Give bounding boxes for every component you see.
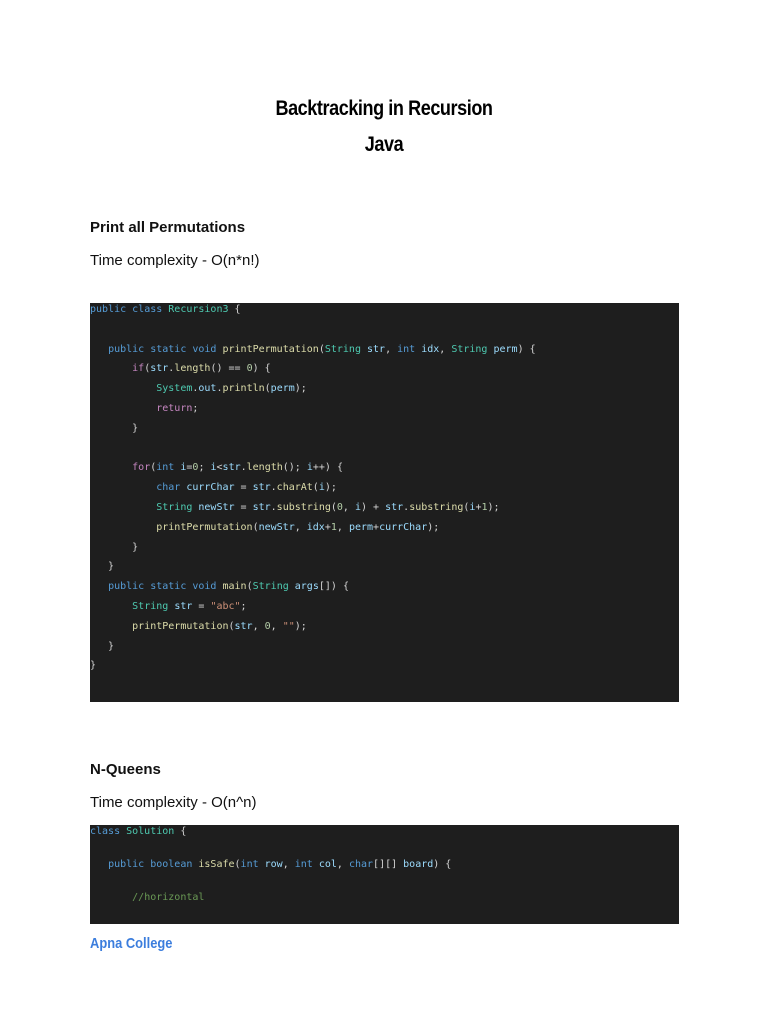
- code-line: public static void main(String args[]) {: [108, 581, 349, 593]
- document-subtitle: Java: [364, 133, 404, 156]
- code-line: }: [90, 640, 115, 652]
- code-block-permutations: [90, 303, 679, 702]
- code-line: printPermutation(str, 0, "");: [132, 620, 307, 632]
- code-line: if(str.length() == 0) {: [132, 363, 271, 375]
- code-line: }: [90, 422, 139, 434]
- code-line: printPermutation(newStr, idx+1, perm+currChar);: [156, 521, 440, 533]
- time-complexity-nqueens: Time complexity - O(n^n): [90, 794, 257, 811]
- code-block-nqueens: [90, 825, 679, 924]
- code-line: }: [90, 541, 139, 553]
- document-title: Backtracking in Recursion: [275, 97, 493, 120]
- code-line: class Solution {: [90, 826, 187, 837]
- code-line: return;: [156, 403, 199, 414]
- section-heading-nqueens: N-Queens: [90, 761, 161, 778]
- code-line: public class Recursion3 {: [90, 304, 241, 315]
- code-line: String str = "abc";: [132, 601, 247, 612]
- code-line: System.out.println(perm);: [156, 383, 307, 395]
- code-line: public static void printPermutation(String str, int idx, String perm) {: [108, 343, 536, 355]
- code-line: for(int i=0; i<str.length(); i++) {: [132, 462, 343, 474]
- code-line: public boolean isSafe(int row, int col, char[][] board) {: [108, 858, 452, 870]
- code-line: }: [90, 561, 115, 573]
- section-heading-permutations: Print all Permutations: [90, 219, 246, 236]
- code-line: //horizontal: [132, 891, 205, 903]
- code-line: }: [90, 660, 97, 672]
- footer-brand: Apna College: [90, 935, 173, 952]
- code-line: char currChar = str.charAt(i);: [156, 482, 337, 494]
- code-line: String newStr = str.substring(0, i) + str.substring(i+1);: [156, 502, 500, 513]
- time-complexity-permutations: Time complexity - O(n*n!): [90, 252, 260, 269]
